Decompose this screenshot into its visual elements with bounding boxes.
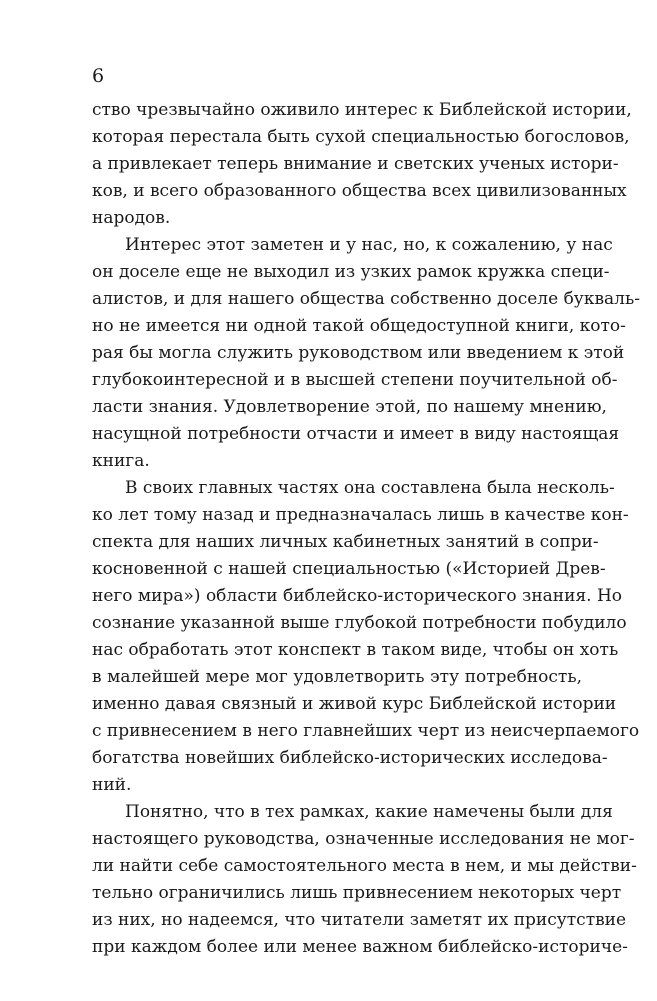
paragraph-1 (92, 97, 632, 232)
text-line: из них, но надеемся, что читатели заметят их присутствие (92, 910, 627, 930)
page-number: 6 (92, 65, 105, 87)
text-line: сознание указанной выше глубокой потребности побудило (92, 613, 627, 633)
text-line: нас обработать этот конспект в таком виде, чтобы он хоть (92, 640, 619, 660)
paragraph-2 (92, 232, 640, 475)
text-line: спекта для наших личных кабинетных занятий в сопри- (92, 532, 599, 552)
text-line: он доселе еще не выходил из узких рамок кружка специ- (92, 262, 610, 282)
text-line: но не имеется ни одной такой общедоступной книги, кото- (92, 316, 626, 336)
text-line: книга. (92, 451, 150, 471)
body-text (92, 97, 640, 961)
text-line: с привнесением в него главнейших черт из неисчерпаемого (92, 721, 640, 741)
text-line: ласти знания. Удовлетворение этой, по нашему мнению, (92, 397, 607, 417)
text-line: а привлекает теперь внимание и светских ученых истори- (92, 154, 619, 174)
text-line: Понятно, что в тех рамках, какие намечены были для (125, 802, 613, 822)
text-line: ство чрезвычайно оживило интерес к Библейской истории, (92, 100, 632, 120)
text-line: настоящего руководства, означенные исследования не мог- (92, 829, 635, 849)
text-line: в малейшей мере мог удовлетворить эту потребность, (92, 667, 582, 687)
text-line: алистов, и для нашего общества собственно доселе букваль- (92, 289, 640, 309)
text-line: ков, и всего образованного общества всех цивилизованных (92, 181, 627, 201)
paragraph-3 (92, 475, 640, 799)
paragraph-4 (92, 799, 637, 961)
text-line: глубокоинтересной и в высшей степени поучительной об- (92, 370, 618, 390)
text-line: насущной потребности отчасти и имеет в виду настоящая (92, 424, 620, 444)
text-line: косновенной с нашей специальностью («Историей Древ- (92, 559, 606, 579)
text-line: богатства новейших библейско-исторических исследова- (92, 748, 608, 768)
text-line: ко лет тому назад и предназначалась лишь в качестве кон- (92, 505, 629, 525)
text-line: Интерес этот заметен и у нас, но, к сожалению, у нас (125, 235, 613, 255)
text-line: В своих главных частях она составлена была несколь- (125, 478, 615, 498)
text-line: тельно ограничились лишь привнесением некоторых черт (92, 883, 622, 903)
text-line: именно давая связный и живой курс Библейской истории (92, 694, 617, 714)
text-line: него мира») области библейско-исторического знания. Но (92, 586, 623, 606)
text-line: народов. (92, 208, 171, 228)
text-line: которая перестала быть сухой специальностью богословов, (92, 127, 630, 147)
text-line: рая бы могла служить руководством или введением к этой (92, 343, 625, 363)
text-line: при каждом более или менее важном библейско-историче- (92, 937, 628, 957)
text-line: ний. (92, 775, 132, 795)
text-line: ли найти себе самостоятельного места в нем, и мы действи- (92, 856, 637, 876)
